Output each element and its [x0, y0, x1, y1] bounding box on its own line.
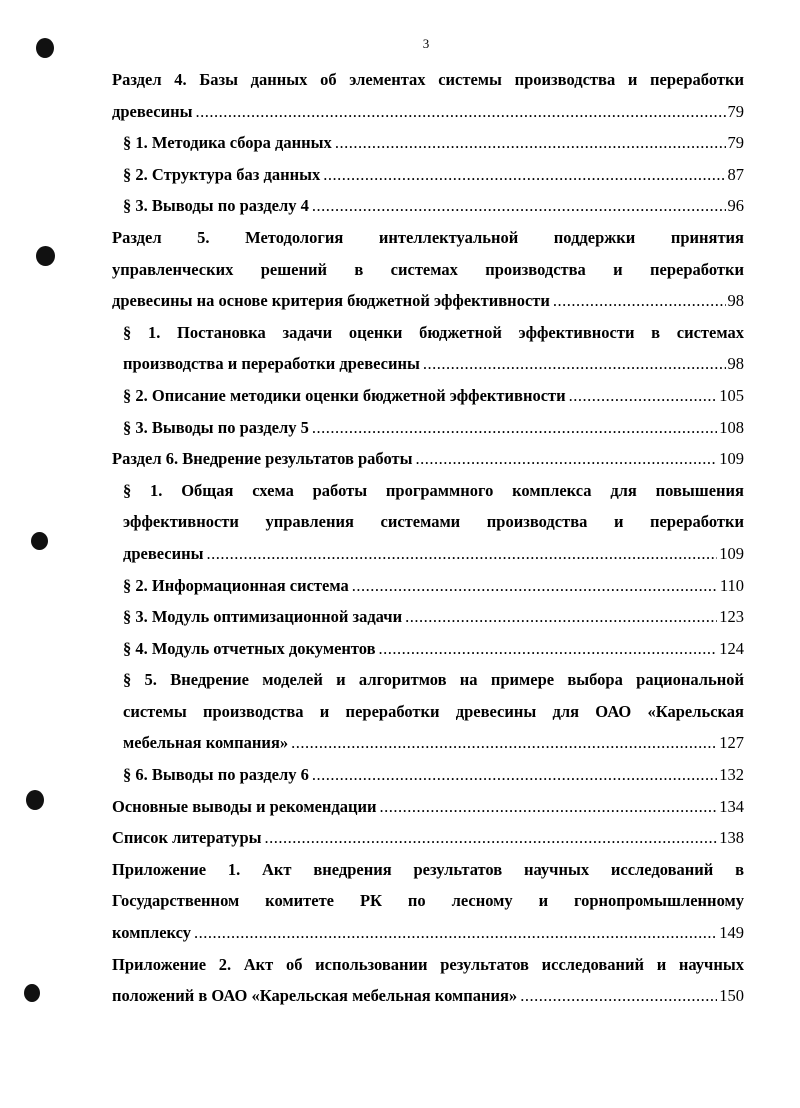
dot-leader	[416, 443, 718, 475]
toc-entry[interactable]	[112, 822, 744, 854]
toc-entry[interactable]	[123, 159, 744, 191]
toc-entry-line: мебельная компания»	[123, 733, 289, 753]
page-number: 3	[422, 36, 430, 51]
toc-page-number: 109	[719, 543, 744, 563]
toc-page-number: 123	[719, 607, 744, 627]
toc-entry-line: Список литературы	[112, 828, 262, 848]
toc-entry-line: Основные выводы и рекомендации	[112, 796, 377, 816]
dot-leader	[207, 538, 718, 570]
toc-entry-line: системы производства и переработки древесины для ОАО «Карельская	[123, 701, 744, 721]
toc-entry-line: Приложение 2. Акт об использовании результатов исследований и научных	[112, 954, 744, 974]
punch-hole-mark	[31, 532, 48, 550]
toc-entry-line: § 3. Модуль оптимизационной задачи	[123, 607, 403, 627]
toc-page-number: 132	[719, 765, 744, 785]
toc-entry-line: Раздел 6. Внедрение результатов работы	[112, 449, 413, 469]
toc-entry[interactable]	[123, 380, 744, 412]
toc-entry-line: § 3. Выводы по разделу 5	[123, 417, 309, 437]
toc-entry-line: § 4. Модуль отчетных документов	[123, 638, 376, 658]
punch-hole-mark	[36, 38, 54, 58]
toc-page-number: 105	[719, 385, 744, 405]
toc-page-number: 110	[719, 575, 744, 595]
dot-leader	[520, 980, 717, 1012]
toc-entry[interactable]	[112, 64, 744, 127]
toc-entry[interactable]	[123, 412, 744, 444]
punch-hole-mark	[36, 246, 55, 266]
toc-page-number: 138	[719, 828, 744, 848]
toc-entry-line: эффективности управления системами производства и переработки	[123, 512, 744, 532]
dot-leader	[569, 380, 718, 412]
toc-entry-line: § 5. Внедрение моделей и алгоритмов на примере выбора рациональной	[123, 670, 744, 690]
toc-entry-line: § 2. Структура баз данных	[123, 164, 321, 184]
toc-entry[interactable]	[123, 601, 744, 633]
toc-entry-line: Раздел 4. Базы данных об элементах системы производства и переработки	[112, 70, 744, 89]
toc-entry[interactable]	[112, 443, 744, 475]
dot-leader	[312, 190, 726, 222]
toc-page-number: 96	[727, 196, 744, 216]
toc-entry-line: § 1. Методика сбора данных	[123, 133, 332, 153]
dot-leader	[352, 570, 718, 602]
toc-entry[interactable]	[123, 664, 744, 759]
toc-entry-line: древесины	[112, 101, 193, 121]
toc-entry-line: древесины	[123, 543, 204, 563]
punch-hole-mark	[24, 984, 40, 1002]
toc-entry[interactable]	[123, 570, 744, 602]
dot-leader	[323, 159, 725, 191]
dot-leader	[405, 601, 717, 633]
toc-entry-line: § 1. Общая схема работы программного комплекса для повышения	[123, 480, 744, 500]
toc-page-number: 109	[719, 449, 744, 469]
toc-entry-line: Государственном комитете РК по лесному и горнопромышленному	[112, 891, 744, 911]
toc-entry-line: § 3. Выводы по разделу 4	[123, 196, 309, 216]
punch-hole-mark	[26, 790, 44, 810]
dot-leader	[312, 759, 717, 791]
toc-entry-line: комплексу	[112, 923, 192, 943]
dot-leader	[423, 348, 726, 380]
toc-page-number: 108	[719, 417, 744, 437]
toc-entry-line: производства и переработки древесины	[123, 354, 420, 374]
toc-entry[interactable]	[112, 791, 744, 823]
toc-entry-line: § 2. Описание методики оценки бюджетной эффективности	[123, 385, 566, 405]
dot-leader	[194, 917, 717, 949]
toc-entry-line: § 1. Постановка задачи оценки бюджетной эффективности в системах	[123, 322, 744, 342]
toc-entry[interactable]	[123, 317, 744, 380]
table-of-contents	[112, 64, 744, 1012]
toc-entry[interactable]	[123, 759, 744, 791]
toc-entry-line: положений в ОАО «Карельская мебельная компания»	[112, 986, 518, 1006]
dot-leader	[291, 727, 717, 759]
dot-leader	[553, 285, 726, 317]
dot-leader	[312, 412, 717, 444]
toc-entry-line: Приложение 1. Акт внедрения результатов научных исследований в	[112, 859, 744, 879]
toc-page-number: 127	[719, 733, 744, 753]
dot-leader	[335, 127, 726, 159]
toc-page-number: 124	[719, 638, 744, 658]
toc-page-number: 134	[719, 796, 744, 816]
toc-entry-line: управленческих решений в системах производства и переработки	[112, 259, 744, 279]
toc-entry[interactable]	[123, 475, 744, 570]
toc-page-number: 79	[727, 133, 744, 153]
toc-entry-line: § 6. Выводы по разделу 6	[123, 765, 309, 785]
toc-entry-line: § 2. Информационная система	[123, 575, 349, 595]
toc-page-number: 79	[727, 101, 744, 121]
toc-entry[interactable]	[123, 190, 744, 222]
dot-leader	[196, 96, 726, 128]
toc-entry[interactable]	[112, 222, 744, 317]
toc-page-number: 98	[727, 291, 744, 311]
toc-entry[interactable]	[112, 854, 744, 949]
toc-entry[interactable]	[112, 949, 744, 1012]
toc-entry[interactable]	[123, 633, 744, 665]
toc-page-number: 98	[727, 354, 744, 374]
toc-page-number: 149	[719, 923, 744, 943]
toc-entry-line: древесины на основе критерия бюджетной эффективности	[112, 291, 550, 311]
toc-page-number: 87	[727, 164, 744, 184]
dot-leader	[380, 791, 718, 823]
dot-leader	[265, 822, 718, 854]
dot-leader	[379, 633, 718, 665]
toc-page-number: 150	[719, 986, 744, 1006]
toc-entry[interactable]	[123, 127, 744, 159]
toc-entry-line: Раздел 5. Методология интеллектуальной поддержки принятия	[112, 227, 744, 247]
